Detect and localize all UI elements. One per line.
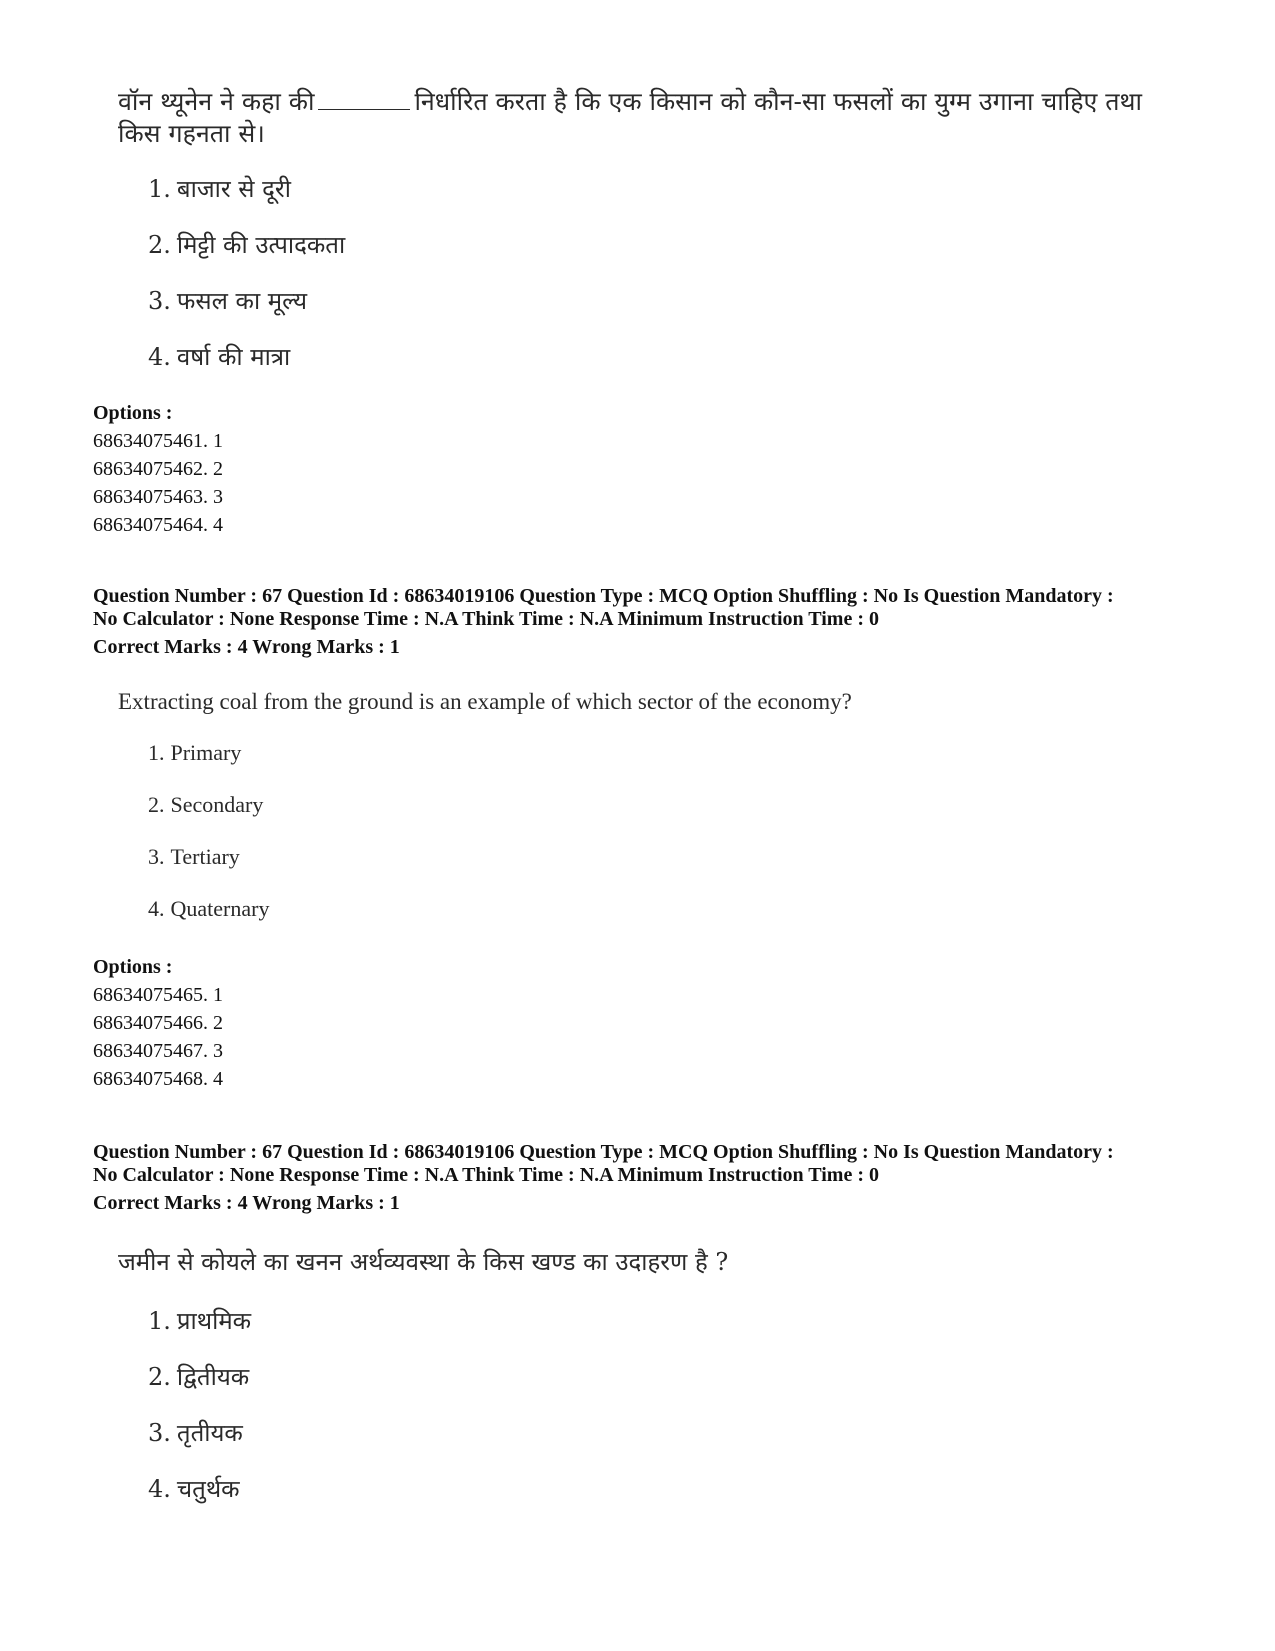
choice-number: 4. [148, 1475, 171, 1503]
choice-text: Quaternary [170, 896, 270, 921]
options-heading: Options : [93, 402, 173, 424]
choice-item [148, 844, 240, 870]
fill-in-blank [318, 87, 410, 110]
choice-text: तृतीयक [176, 1419, 243, 1447]
question-text-part2: निर्धारित करता है कि एक किसान को कौन-सा फसलों का युग्म उगाना चाहिए तथा [414, 87, 1142, 116]
choice-text: Primary [170, 740, 242, 765]
question-meta-line2: No Calculator : None Response Time : N.A Think Time : N.A Minimum Instruction Time : 0 [93, 1164, 879, 1186]
choice-item [148, 1472, 240, 1505]
option-id-line: 68634075462. 2 [93, 458, 223, 480]
question-text-english: Extracting coal from the ground is an example of which sector of the economy? [118, 689, 852, 714]
options-heading: Options : [93, 956, 173, 978]
choice-number: 3. [148, 1419, 171, 1447]
question-text-hindi-2: जमीन से कोयले का खनन अर्थव्यवस्था के किस खण्ड का उदाहरण है ? [118, 1248, 729, 1276]
choice-item [148, 740, 241, 766]
choice-text: Tertiary [170, 844, 240, 869]
choice-text: द्वितीयक [176, 1363, 250, 1391]
choice-number: 1. [148, 1307, 171, 1335]
choice-item [148, 340, 290, 373]
choice-number: 2. [148, 792, 165, 817]
choice-number: 4. [148, 343, 171, 371]
choice-text: बाजार से दूरी [176, 175, 291, 203]
choice-number: 4. [148, 896, 165, 921]
choice-text: वर्षा की मात्रा [176, 343, 291, 371]
question-text-hindi-1 [118, 86, 1198, 150]
question-text-line2: किस गहनता से। [118, 119, 265, 148]
choice-number: 3. [148, 287, 171, 315]
choice-text: प्राथमिक [176, 1307, 252, 1335]
question-marks-line: Correct Marks : 4 Wrong Marks : 1 [93, 1192, 400, 1214]
choice-text: चतुर्थक [176, 1475, 240, 1503]
choice-item [148, 1416, 243, 1449]
choice-number: 3. [148, 844, 165, 869]
choice-item [148, 896, 269, 922]
question-text-part1: वॉन थ्यूनेन ने कहा की [118, 87, 315, 116]
choice-text: Secondary [170, 792, 264, 817]
choice-item [148, 172, 291, 205]
choice-item [148, 228, 345, 261]
question-marks-line: Correct Marks : 4 Wrong Marks : 1 [93, 636, 400, 658]
option-id-line: 68634075461. 1 [93, 430, 223, 452]
option-id-line: 68634075468. 4 [93, 1068, 223, 1090]
choice-item [148, 1360, 249, 1393]
choice-text: फसल का मूल्य [176, 287, 308, 315]
question-meta-line1: Question Number : 67 Question Id : 68634019106 Question Type : MCQ Option Shuffling : No Is Question Mandatory : [93, 1141, 1114, 1163]
option-id-line: 68634075464. 4 [93, 514, 223, 536]
question-meta-line2: No Calculator : None Response Time : N.A Think Time : N.A Minimum Instruction Time : 0 [93, 608, 879, 630]
choice-number: 1. [148, 740, 165, 765]
question-meta-line1: Question Number : 67 Question Id : 68634019106 Question Type : MCQ Option Shuffling : No Is Question Mandatory : [93, 585, 1114, 607]
choice-number: 2. [148, 231, 171, 259]
choice-text: मिट्टी की उत्पादकता [176, 231, 346, 259]
choice-item [148, 792, 263, 818]
choice-number: 2. [148, 1363, 171, 1391]
option-id-line: 68634075466. 2 [93, 1012, 223, 1034]
option-id-line: 68634075463. 3 [93, 486, 223, 508]
choice-number: 1. [148, 175, 171, 203]
choice-item [148, 284, 307, 317]
option-id-line: 68634075467. 3 [93, 1040, 223, 1062]
option-id-line: 68634075465. 1 [93, 984, 223, 1006]
choice-item [148, 1304, 251, 1337]
